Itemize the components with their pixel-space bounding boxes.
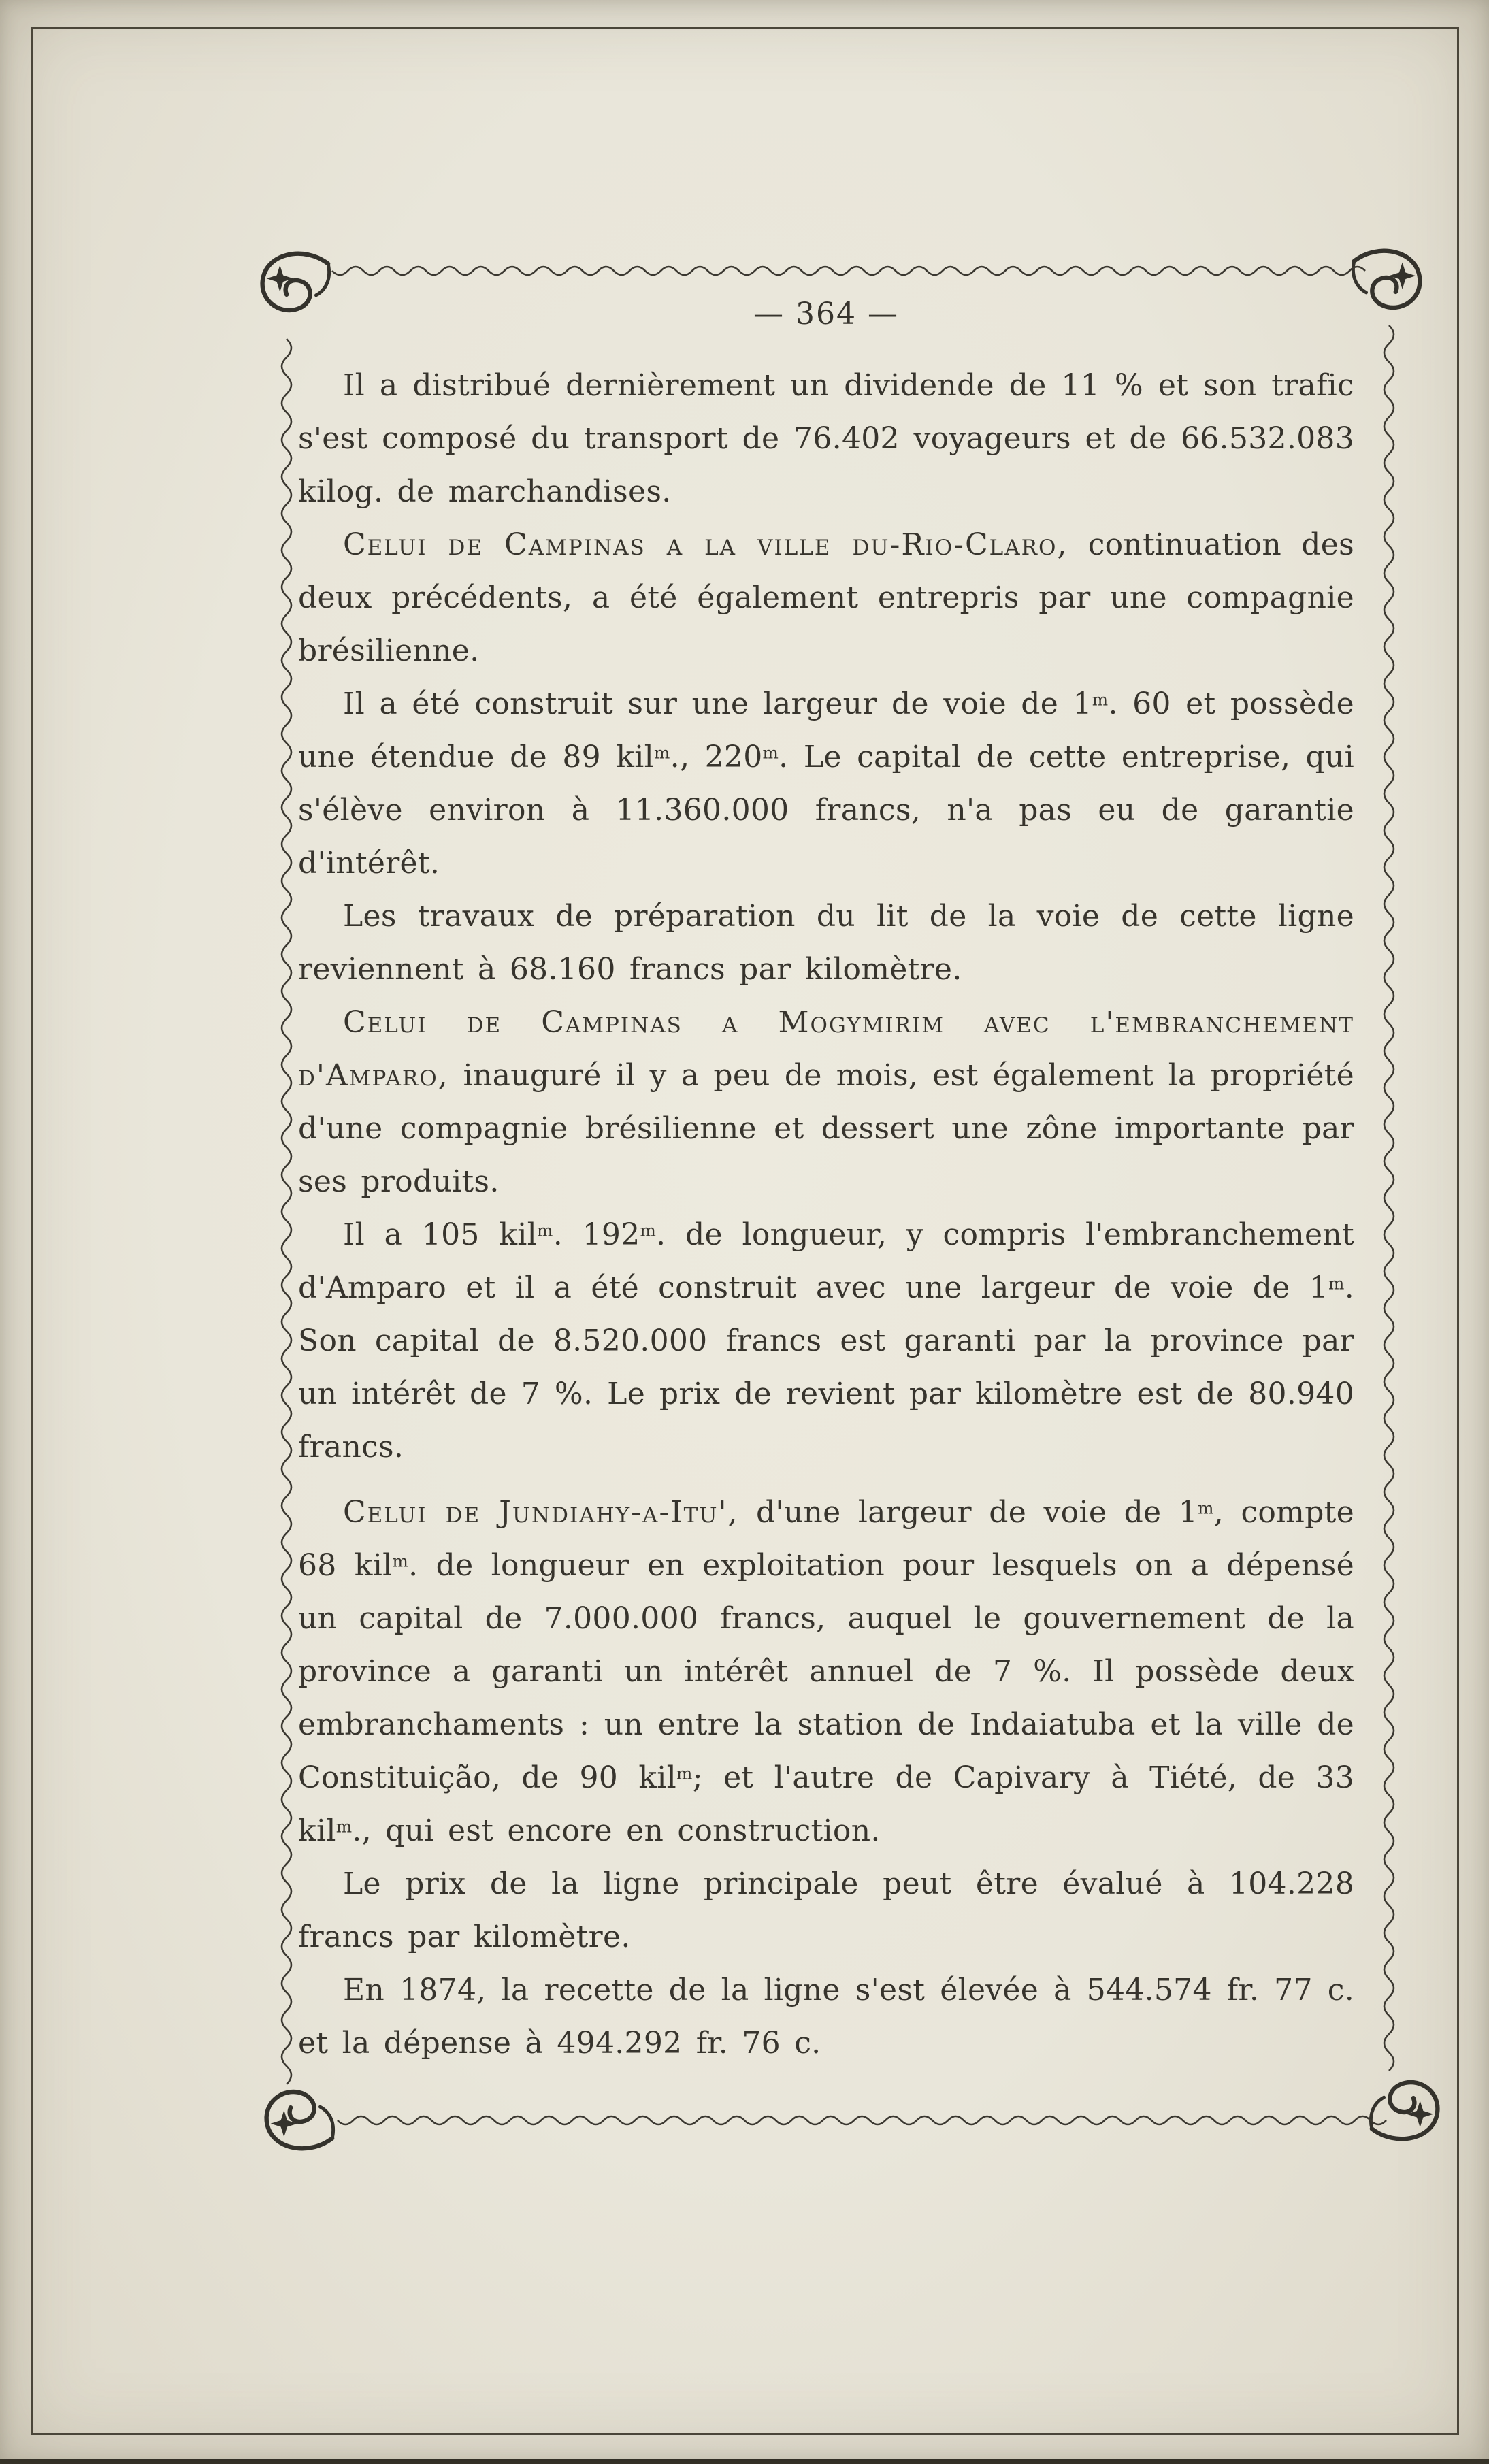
paragraph-lead-smallcaps: Celui de Campinas a Mogymirim avec l'embranchement d'Amparo, xyxy=(298,1005,1354,1093)
corner-flourish-bottom-right-icon xyxy=(1367,2063,1447,2143)
wavy-rule-left xyxy=(280,339,293,2081)
wavy-rule-right xyxy=(1383,325,1395,2067)
page-number: — 364 — xyxy=(753,297,899,331)
paragraph: Celui de Jundiahy-a-Itu', d'une largeur de voie de 1$^m$, compte 68 kil$^m$. de longueur en exploitation pour lesquels on a dépensé un capital de 7.000.000 francs, auquel le gouvernement de la province a garanti un intérêt annuel de 7 %. Il possède deux embranchaments : un entre la station de Indaiatuba et la ville de Constituição, de 90 kil$^m$; et l'autre de Capivary à Tiété, de 33 kil$^m$., qui est encore en construction. xyxy=(298,1495,1354,1848)
wavy-rule-bottom xyxy=(338,2115,1372,2126)
paragraph: Il a 105 kil$^m$. 192$^m$. de longueur, y compris l'embranchement d'Amparo et il a été construit avec une largeur de voie de 1$^m$. Son capital de 8.520.000 francs est garanti par la province par un intérêt de 7 %. Le prix de revient par kilomètre est de 80.940 francs. xyxy=(298,1217,1354,1464)
paragraph-lead-smallcaps: Celui de Jundiahy-a-Itu', xyxy=(343,1495,739,1530)
text-block xyxy=(298,359,1354,2070)
paragraph: Le prix de la ligne principale peut être évalué à 104.228 francs par kilomètre. xyxy=(298,1867,1354,1954)
paragraph: En 1874, la recette de la ligne s'est élevée à 544.574 fr. 77 c. et la dépense à 494.292 fr. 76 c. xyxy=(298,1973,1354,2060)
wavy-rule-top xyxy=(332,265,1353,276)
scan-edge-bottom xyxy=(0,2459,1489,2464)
paragraph: Il a distribué dernièrement un dividende de 11 % et son trafic s'est composé du transport de 76.402 voyageurs et de 66.532.083 kilog. de marchandises. xyxy=(298,368,1354,509)
corner-flourish-top-right-icon xyxy=(1349,246,1429,327)
corner-flourish-bottom-left-icon xyxy=(257,2073,338,2153)
paragraph: Il a été construit sur une largeur de voie de 1$^m$. 60 et possède une étendue de 89 kil$^m$., 220$^m$. Le capital de cette entreprise, qui s'élève environ à 11.360.000 francs, n'a pas eu de garantie d'intérêt. xyxy=(298,687,1354,881)
paragraph-lead-smallcaps: Celui de Campinas a la ville du-Rio-Claro, xyxy=(343,527,1068,562)
paragraph: Celui de Campinas a la ville du-Rio-Claro, continuation des deux précédents, a été également entrepris par une compagnie brésilienne. xyxy=(298,527,1354,668)
paragraph: Les travaux de préparation du lit de la voie de cette ligne reviennent à 68.160 francs par kilomètre. xyxy=(298,899,1354,987)
paragraph: Celui de Campinas a Mogymirim avec l'embranchement d'Amparo, inauguré il y a peu de mois, est également la propriété d'une compagnie brésilienne et dessert une zône importante par ses produits. xyxy=(298,1005,1354,1199)
